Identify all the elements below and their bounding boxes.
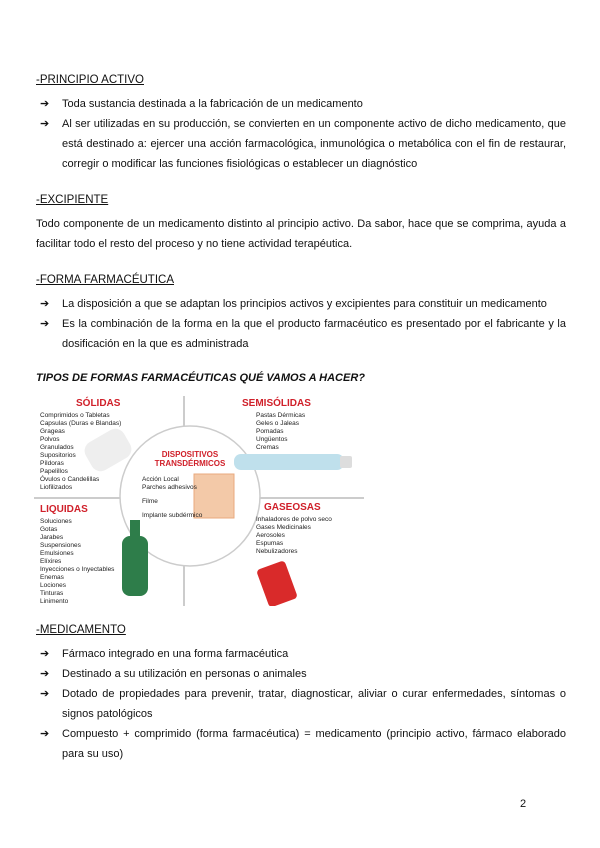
figure-title: TIPOS DE FORMAS FARMACÉUTICAS QUÉ VAMOS A HACER? [36,372,365,384]
dispositivos-list: Acción Local Parches adhesivos Filme Implante subdérmico [142,476,203,519]
heading: -EXCIPIENTE [36,194,109,206]
section-medicamento [36,624,566,764]
semisolidas-list: Pastas Dérmicas Geles o Jaleas Pomadas Ungüentos Cremas [256,412,306,451]
bullet: ➔ Es la combinación de la forma en la que el producto farmacéutico es presentado por el fabricante y la dosificación en la que es administrada [40,318,566,350]
bullet: ➔ Compuesto + comprimido (forma farmacéutica) = medicamento (principio activo, fármaco elaborado para su uso) [40,728,566,760]
bullet: ➔ Dotado de propiedades para prevenir, tratar, diagnosticar, aliviar o curar enfermedades, síntomas o signos patológicos [40,688,566,720]
heading: -PRINCIPIO ACTIVO [36,74,144,86]
forms-figure [34,396,364,606]
heading: -FORMA FARMACÉUTICA [36,274,175,286]
solidas-list: Comprimidos o Tabletas Capsulas (Duras e Blandas) Grageas Polvos Granulados Supositorios Píldoras Papelillos Óvulos o Candelillas Liofilizados [40,412,122,491]
solidas-title: SÓLIDAS [76,398,121,409]
section-principio-activo [36,74,566,174]
bullet: ➔ Toda sustancia destinada a la fabricación de un medicamento [40,98,363,110]
gaseosas-title: GASEOSAS [264,502,321,513]
liquidas-title: LIQUIDAS [40,504,88,515]
paragraph: Todo componente de un medicamento distinto al principio activo. Da sabor, hace que se comprima, ayuda a facilitar todo el resto del proceso y no tiene actividad terapéutica. [36,218,566,250]
gaseosas-list: Inhaladores de polvo seco Gases Medicinales Aerosoles Espumas Nebulizadores [256,516,332,555]
section-excipiente [36,194,566,254]
bullet: ➔ Al ser utilizadas en su producción, se convierten en un componente activo de dicho medicamento, que está destinado a: ejercer una acción farmacológica, inmunológica o metabólica con el fin de restaurar, corregir o modificar las funciones fisiológicas o establecer un diagnóstico [40,118,566,170]
page-number: 2 [520,798,527,810]
section-forma-farmaceutica [36,274,566,354]
bullet: ➔ La disposición a que se adaptan los principios activos y excipientes para constituir un medicamento [40,298,547,310]
heading: -MEDICAMENTO [36,624,126,636]
bullet: ➔ Destinado a su utilización en personas o animales [40,668,307,680]
bullet: ➔ Fármaco integrado en una forma farmacéutica [40,648,289,660]
liquidas-list: Soluciones Gotas Jarabes Suspensiones Emulsiones Elíxires Inyecciones o Inyectables Enemas Lociones Tinturas Linimento [40,518,115,605]
semisolidas-title: SEMISÓLIDAS [242,398,311,409]
dispositivos-title: DISPOSITIVOS TRANSDÉRMICOS [154,450,226,468]
